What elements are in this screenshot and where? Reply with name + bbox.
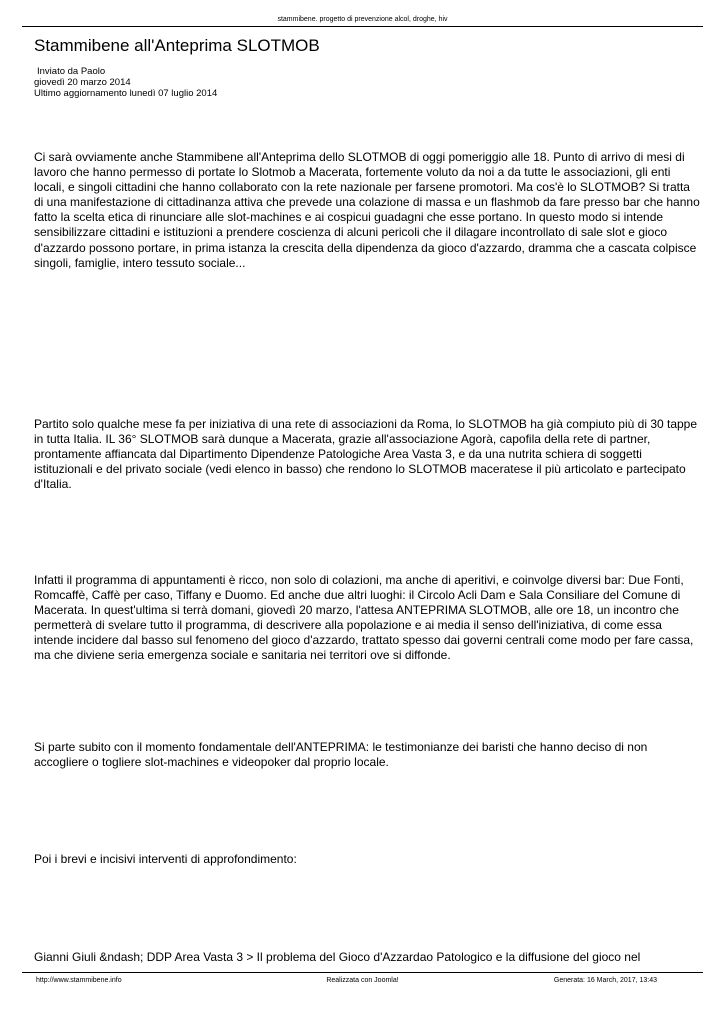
paragraph-history: Partito solo qualche mese fa per iniziativa di una rete di associazioni da Roma, lo SLOTMOB ha già compiuto più di 30 tappe in tutta Italia. IL 36° SLOTMOB sarà dunque a Macerata, grazie all'associazione Agorà, capofila della rete di partner, prontamente affiancata dal Dipartimento Dipendenze Patologiche Area Vasta 3, e da una nutrita schiera di soggetti istituzionali e del privato sociale (vedi elenco in basso) che rendono lo SLOTMOB maceratese il più articolato e partecipato d'Italia. [34, 417, 698, 492]
header-divider [22, 26, 703, 27]
footer-divider [22, 972, 703, 973]
footer-generated: Generata: 16 March, 2017, 13:43 [553, 977, 657, 984]
site-tagline: stammibene. progetto di prevenzione alcol, droghe, hiv [277, 16, 448, 23]
date-line: giovedì 20 marzo 2014 [34, 77, 131, 88]
article-title: Stammibene all'Anteprima SLOTMOB [34, 36, 320, 55]
article-meta [34, 66, 217, 99]
paragraph-interventions: Poi i brevi e incisivi interventi di approfondimento: [34, 852, 297, 866]
paragraph-speaker: Gianni Giuli &ndash; DDP Area Vasta 3 > Il problema del Gioco d'Azzardao Patologico e la diffusione del gioco nel [34, 950, 641, 964]
paragraph-program: Infatti il programma di appuntamenti è ricco, non solo di colazioni, ma anche di aperitivi, e coinvolge diversi bar: Due Fonti, Romcaffè, Caffè per caso, Tiffany e Duomo. Ed anche due altri luoghi: il Circolo Acli Dam e Sala Consiliare del Comune di Macerata. In quest'ultima si terrà domani, giovedì 20 marzo, l'attesa ANTEPRIMA SLOTMOB, alle ore 18, un incontro che permetterà di svelare tutto il programma, di descrivere alla popolazione e ai media il senso dell'iniziativa, di come essa intende incidere dal basso sul fenomeno del gioco d'azzardo, trattato spesso dai governi centrali come modo per fare cassa, ma che diviene seria emergenza sociale e sanitaria nei territori ove si diffonde. [34, 573, 694, 663]
author-line: Inviato da Paolo [37, 66, 106, 77]
footer-powered-by: Realizzata con Joomla! [326, 977, 399, 984]
footer-url[interactable]: http://www.stammibene.info [36, 977, 122, 984]
updated-line: Ultimo aggiornamento lunedì 07 luglio 2014 [34, 88, 218, 99]
paragraph-testimonies: Si parte subito con il momento fondamentale dell'ANTEPRIMA: le testimonianze dei baristi che hanno deciso di non accogliere o togliere slot-machines e videopoker dal proprio locale. [34, 740, 648, 770]
paragraph-intro: Ci sarà ovviamente anche Stammibene all'Anteprima dello SLOTMOB di oggi pomeriggio alle 18. Punto di arrivo di mesi di lavoro che hanno permesso di portate lo Slotmob a Macerata, fortemente voluto da noi a da tutte le associazioni, gli enti locali, e singoli cittadini che hanno collaborato con la rete nazionale per farsene promotori. Ma cos'è lo SLOTMOB? Si tratta di una manifestazione di cittadinanza attiva che prevede una colazione di massa e un flashmob da fare presso bar che hanno fatto la scelta etica di rinunciare alle slot-machines e ai cospicui guadagni che esse portano. In questo modo si intende sensibilizzare cittadini e istituzioni a prendere coscienza di alcuni pericoli che il dilagare incontrollato di sale slot e gioco d'azzardo possono portare, in prima istanza la crescita della dipendenza da gioco d'azzardo, dramma che a cascata colpisce singoli, famiglie, intero tessuto sociale... [34, 150, 700, 270]
